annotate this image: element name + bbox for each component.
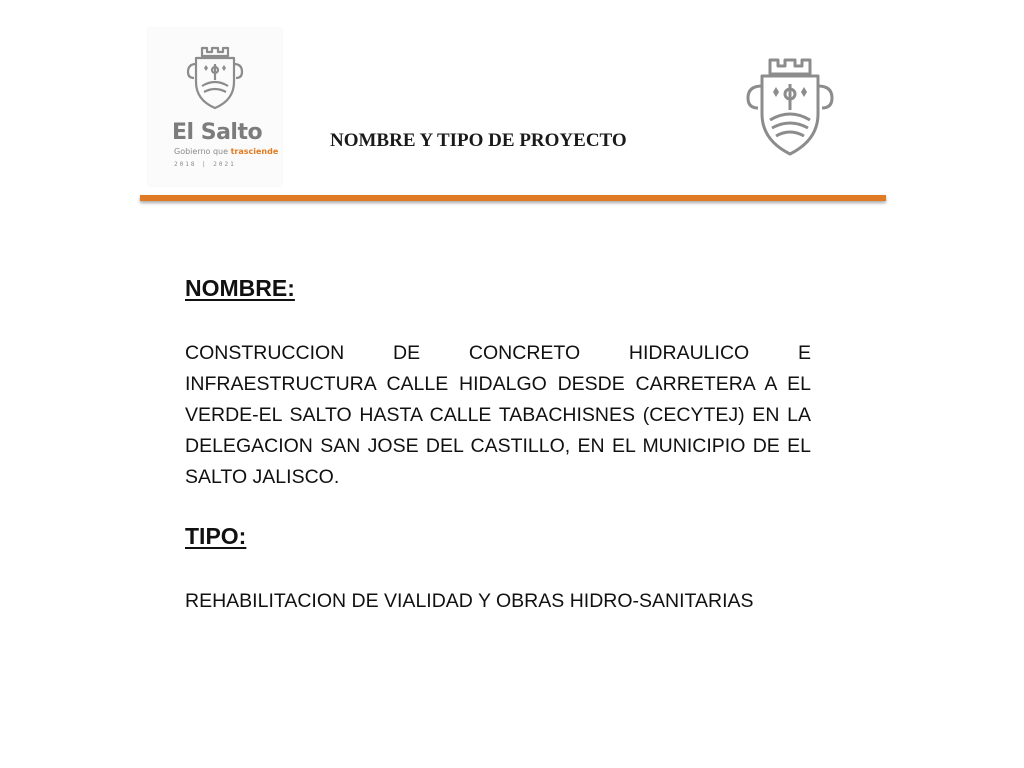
header-divider: [140, 195, 886, 201]
tipo-description: REHABILITACION DE VIALIDAD Y OBRAS HIDRO-SANITARIAS: [185, 590, 754, 612]
nombre-description: CONSTRUCCION DE CONCRETO HIDRAULICO E INFRAESTRUCTURA CALLE HIDALGO DESDE CARRETERA A EL VERDE-EL SALTO HASTA CALLE TABACHISNES (CECYTEJ) EN LA DELEGACION SAN JOSE DEL CASTILLO, EN EL MUNICIPIO DE EL SALTO JALISCO.: [185, 342, 811, 488]
nombre-heading: NOMBRE:: [185, 275, 295, 301]
municipal-crest-icon: [740, 52, 840, 158]
page-title: NOMBRE Y TIPO DE PROYECTO: [330, 130, 627, 151]
el-salto-logo: [148, 28, 282, 186]
brand-name: El Salto: [172, 120, 263, 145]
tipo-heading: TIPO:: [185, 523, 247, 549]
municipal-crest-icon: [182, 42, 248, 112]
tagline-prefix: Gobierno que: [174, 147, 231, 156]
tagline-accent: trasciende: [230, 147, 279, 156]
brand-years: 2018 | 2021: [174, 161, 236, 168]
brand-tagline: [174, 147, 278, 156]
